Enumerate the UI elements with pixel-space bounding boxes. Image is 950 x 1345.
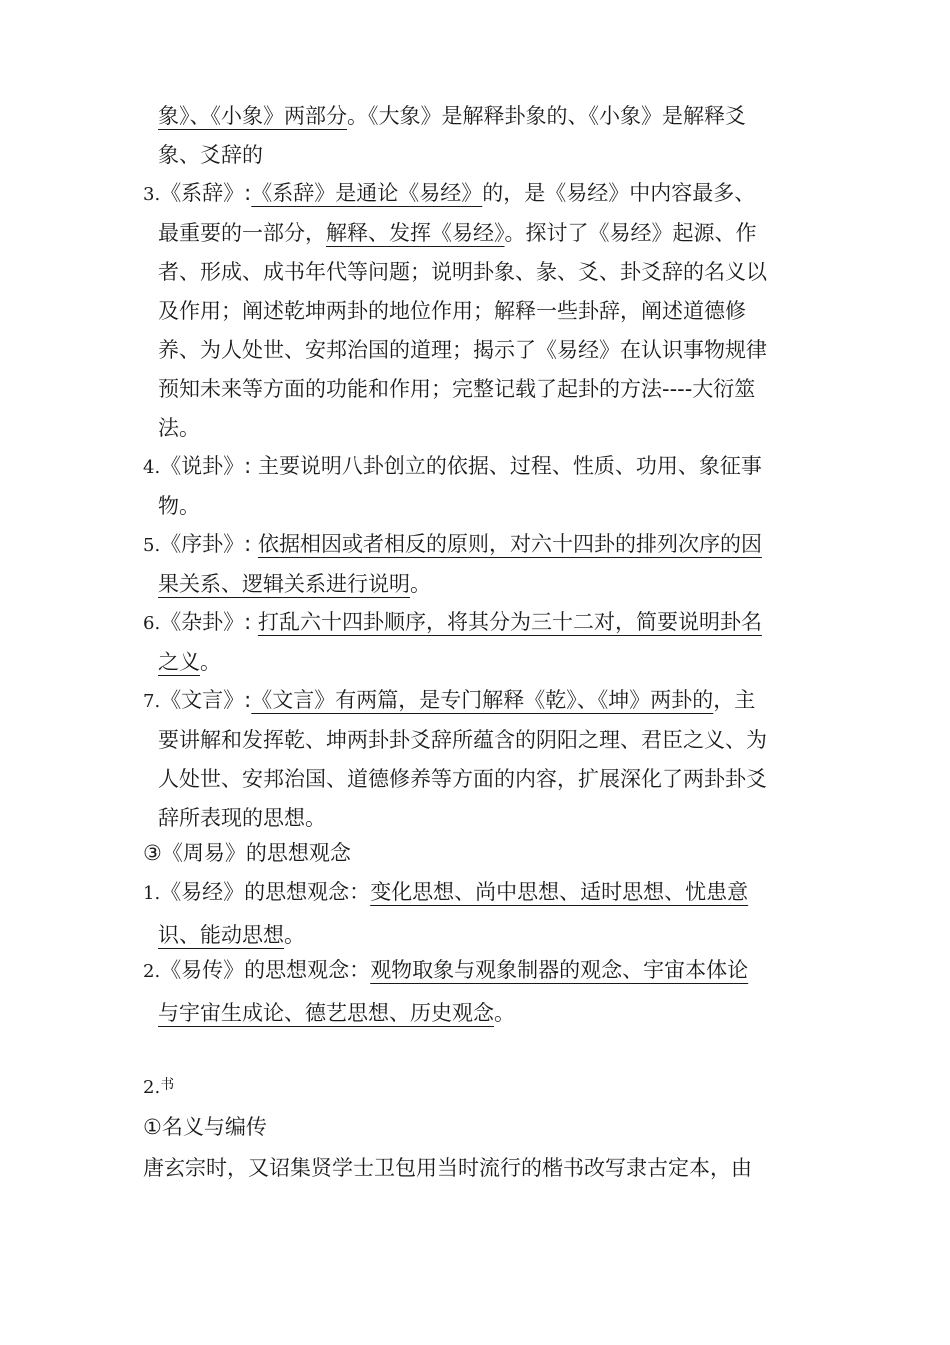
text-segment: 《易经》的思想观念： xyxy=(160,880,371,904)
list-item-2 xyxy=(143,955,748,985)
section-heading xyxy=(143,838,351,868)
item-number: 3. xyxy=(143,184,161,205)
text-segment: 物。 xyxy=(158,494,200,518)
text-line xyxy=(158,920,305,950)
text-line xyxy=(158,764,767,794)
underlined-text: 依据相因或者相反的原则，对六十四卦的排列次序的因 xyxy=(257,532,762,556)
text-line xyxy=(158,374,755,404)
text-segment: 及作用；阐述乾坤两卦的地位作用；解释一些卦辞，阐述道德修 xyxy=(158,299,746,323)
text-line xyxy=(143,1153,752,1183)
text-line xyxy=(158,725,767,755)
text-line xyxy=(158,296,746,326)
underlined-text: 解释、发挥《易经》 xyxy=(326,221,505,245)
text-segment: 象、爻辞的 xyxy=(158,143,263,167)
section-number-2 xyxy=(143,1070,174,1100)
underlined-text: 打乱六十四卦顺序，将其分为三十二对，简要说明卦名 xyxy=(257,610,762,634)
underlined-text: 果关系、逻辑关系进行说明 xyxy=(158,572,410,596)
text-segment: ③《周易》的思想观念 xyxy=(143,841,351,865)
text-line xyxy=(158,998,515,1028)
list-item-6 xyxy=(143,607,762,637)
text-segment: 《说卦》: 主要说明八卦创立的依据、过程、性质、功用、象征事 xyxy=(160,454,762,478)
text-segment: 。 xyxy=(200,650,221,674)
text-segment: 养、为人处世、安邦治国的道理；揭示了《易经》在认识事物规律 xyxy=(158,338,767,362)
item-number: 2. xyxy=(143,1077,161,1098)
list-item-1 xyxy=(143,877,748,907)
text-segment: 。 xyxy=(494,1001,515,1025)
text-line xyxy=(158,569,431,599)
text-line xyxy=(158,803,326,833)
text-segment: 。探讨了《易经》起源、作 xyxy=(504,221,757,245)
underlined-text: 《系辞》是 xyxy=(251,181,357,205)
list-item-3 xyxy=(143,178,755,208)
underlined-text: 《文言》有两篇，是专门解释《乾》、《坤》两卦的 xyxy=(251,688,714,712)
list-item-4 xyxy=(143,451,762,481)
underlined-text: 观物取象与观象制器的观念、宇宙本体论 xyxy=(370,958,749,982)
section-heading xyxy=(143,1112,267,1142)
text-segment: 人处世、安邦治国、道德修养等方面的内容，扩展深化了两卦卦爻 xyxy=(158,767,767,791)
text-segment: 预知未来等方面的功能和作用；完整记载了起卦的方法----大衍筮 xyxy=(158,377,756,401)
text-line xyxy=(158,413,200,443)
text-line xyxy=(158,335,767,365)
text-segment: 要讲解和发挥乾、坤两卦卦爻辞所蕴含的阴阳之理、君臣之义、为 xyxy=(158,728,767,752)
item-number: 7. xyxy=(143,691,161,712)
text-line xyxy=(158,257,767,287)
underlined-text: 通论《易经》 xyxy=(356,181,483,205)
item-number: 2. xyxy=(143,961,161,982)
text-line xyxy=(158,647,221,677)
item-number: 1. xyxy=(143,883,161,904)
text-segment: 。 xyxy=(284,923,305,947)
underlined-text: 之义 xyxy=(158,650,200,674)
item-number: 4. xyxy=(143,457,161,478)
list-item-7 xyxy=(143,685,755,715)
underlined-text: 与宇宙生成论、德艺思想、历史观念 xyxy=(158,1001,494,1025)
text-segment: ，主 xyxy=(713,688,756,712)
item-number: 5. xyxy=(143,535,161,556)
text-segment: 《易传》的思想观念： xyxy=(160,958,371,982)
underlined-text: 变化思想、尚中思想、适时思想、忧患意 xyxy=(370,880,749,904)
item-number: 6. xyxy=(143,613,161,634)
underlined-text: 象》、《小象》两部分 xyxy=(158,104,347,128)
text-segment: 。《大象》是解释卦象的、《小象》是解释爻 xyxy=(347,104,746,128)
text-segment: 最重要的一部分， xyxy=(158,221,326,245)
text-segment: 者、形成、成书年代等问题；说明卦象、彖、爻、卦爻辞的名义以 xyxy=(158,260,767,284)
text-segment: 《文言》: xyxy=(160,688,252,712)
underlined-text: 识、能动思想 xyxy=(158,923,284,947)
text-segment: 唐玄宗时，又诏集贤学士卫包用当时流行的楷书改写隶古定本，由 xyxy=(143,1156,752,1180)
text-line xyxy=(158,140,263,170)
text-segment: 书 xyxy=(160,1077,175,1093)
text-segment: 辞所表现的思想。 xyxy=(158,806,326,830)
text-segment: 。 xyxy=(410,572,431,596)
text-line xyxy=(158,491,200,521)
text-segment: 《序卦》: xyxy=(160,532,258,556)
text-segment: 法。 xyxy=(158,416,200,440)
text-segment: ①名义与编传 xyxy=(143,1115,267,1139)
text-segment: 《杂卦》: xyxy=(160,610,258,634)
list-item-5 xyxy=(143,529,762,559)
text-line xyxy=(158,218,757,248)
text-segment: 《系辞》: xyxy=(160,181,252,205)
text-line xyxy=(158,101,746,131)
text-segment: 的，是《易经》中内容最多、 xyxy=(482,181,756,205)
